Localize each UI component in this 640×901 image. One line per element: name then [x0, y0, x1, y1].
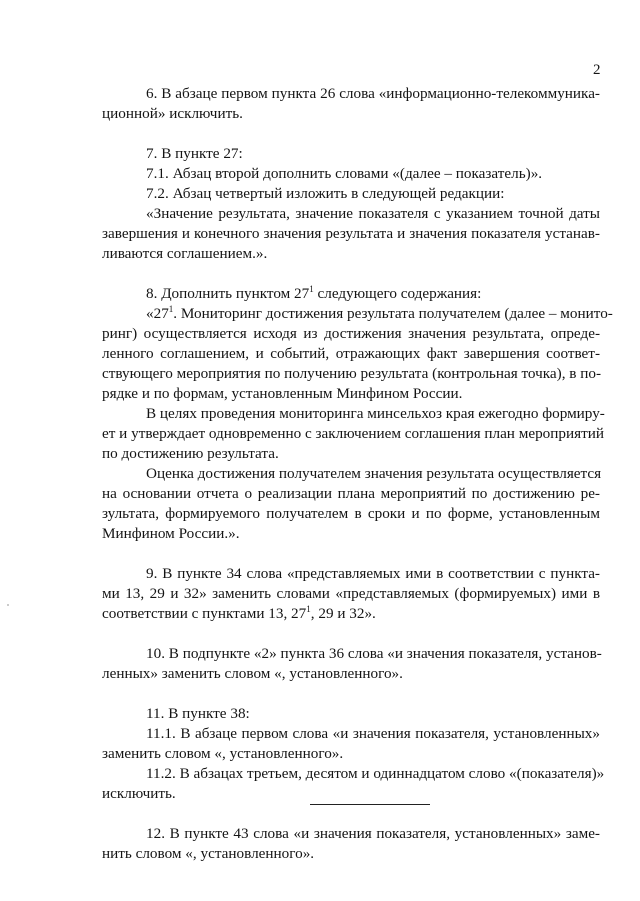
- text-line: ленного соглашением, и событий, отражающих факт завершения соответ-: [102, 345, 600, 362]
- item-9: [102, 564, 600, 624]
- item-heading: 8. Дополнить пунктом $27^1$ следующего содержания:: [146, 284, 482, 302]
- page-number: 2: [593, 62, 601, 78]
- item-7: [102, 144, 600, 264]
- item-6: [102, 84, 600, 124]
- text-line: 10. В подпункте «2» пункта 36 слова «и значения показателя, установ-: [146, 645, 602, 662]
- item-12: [102, 824, 600, 864]
- text-line: 11.1. В абзаце первом слова «и значения показателя, установленных»: [146, 725, 600, 742]
- text-line: по достижению результата.: [102, 445, 279, 462]
- text-line: ливаются соглашением.».: [102, 245, 268, 262]
- text-line: 12. В пункте 43 слова «и значения показателя, установленных» заме-: [146, 825, 600, 842]
- item-heading: 7. В пункте 27:: [146, 145, 243, 162]
- text-line: на основании отчета о реализации плана мероприятий по достижению ре-: [102, 485, 600, 502]
- item-10: [102, 644, 600, 684]
- text-line: «$27^1$. Мониторинг достижения результата получателем (далее – монито-: [146, 304, 613, 322]
- item-11: [102, 704, 605, 804]
- text-line: В целях проведения мониторинга минсельхоз края ежегодно формиру-: [146, 405, 605, 422]
- text-line: 7.1. Абзац второй дополнить словами «(далее – показатель)».: [146, 165, 543, 182]
- end-rule-divider: [310, 804, 430, 805]
- text-line: ционной» исключить.: [102, 105, 243, 122]
- text-line: ет и утверждает одновременно с заключением соглашения план мероприятий: [102, 425, 605, 442]
- text-line: 7.2. Абзац четвертый изложить в следующей редакции:: [146, 185, 505, 202]
- item-8: [102, 284, 613, 544]
- scan-speck: [7, 604, 9, 606]
- text-line: нить словом «, установленного».: [102, 845, 315, 862]
- text-line: рядке и по формам, установленным Минфином России.: [102, 385, 463, 402]
- text-line: ствующего мероприятия по получению результата (контрольная точка), в по-: [102, 365, 602, 382]
- text-line: Оценка достижения получателем значения результата осуществляется: [146, 465, 602, 482]
- document-body: [102, 84, 613, 864]
- text-line: ленных» заменить словом «, установленного».: [102, 665, 403, 682]
- text-line: 9. В пункте 34 слова «представляемых ими в соответствии с пункта-: [146, 565, 600, 582]
- text-line: «Значение результата, значение показателя с указанием точной даты: [146, 205, 600, 222]
- text-line: исключить.: [102, 785, 176, 802]
- text-line: 11.2. В абзацах третьем, десятом и одиннадцатом слово «(показателя)»: [146, 765, 605, 782]
- text-line: заменить словом «, установленного».: [102, 745, 344, 762]
- text-line: ми 13, 29 и 32» заменить словами «представляемых (формируемых) ими в: [102, 585, 600, 602]
- text-line: 6. В абзаце первом пункта 26 слова «информационно-телекоммуника-: [146, 85, 600, 102]
- text-line: Минфином России.».: [102, 525, 240, 542]
- item-heading: 11. В пункте 38:: [146, 705, 250, 722]
- text-line: соответствии с пунктами 13, $27^1$, 29 и 32».: [102, 604, 376, 622]
- text-line: ринг) осуществляется исходя из достижения значения результата, опреде-: [102, 325, 600, 342]
- text-line: завершения и конечного значения результата и значения показателя устанав-: [102, 225, 600, 242]
- text-line: зультата, формируемого получателем в сроки и по форме, установленным: [102, 505, 600, 522]
